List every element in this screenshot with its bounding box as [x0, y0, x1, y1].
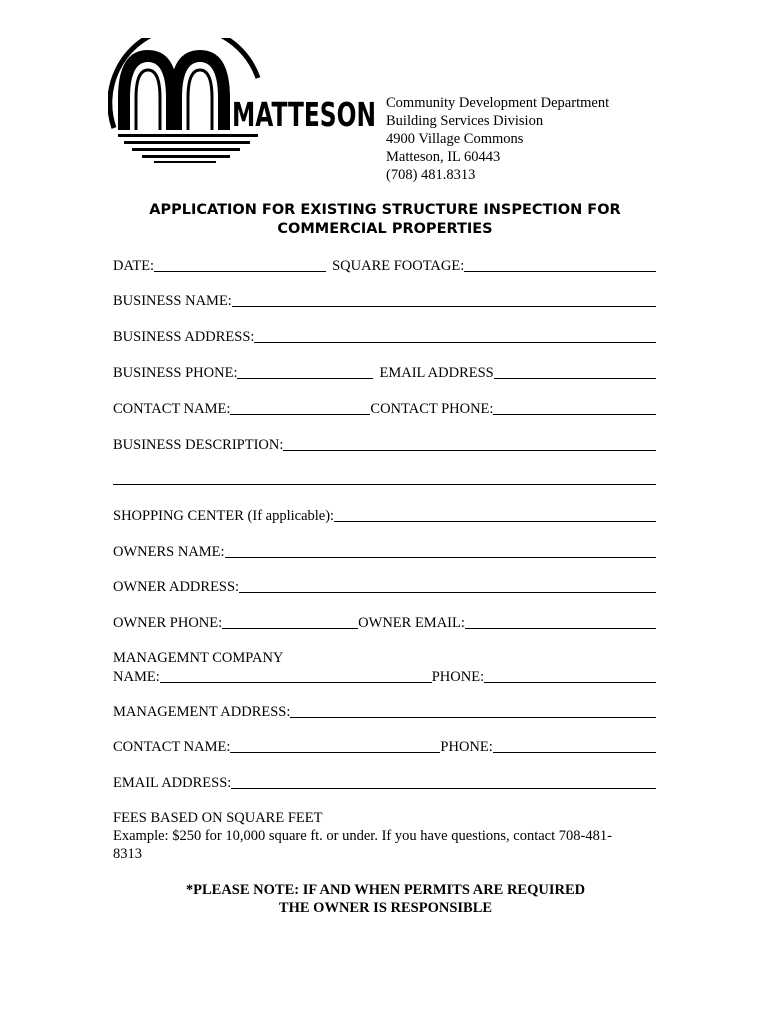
square-footage-field[interactable]	[464, 256, 656, 272]
mgmt-company-name-label: NAME:	[113, 669, 160, 685]
mgmt-contact-phone-field[interactable]	[493, 737, 656, 753]
row-business-description	[113, 434, 656, 454]
date-field[interactable]	[154, 256, 326, 272]
business-description-label: BUSINESS DESCRIPTION:	[113, 437, 284, 453]
form-title	[112, 201, 658, 239]
row-management-address	[113, 701, 656, 721]
contact-phone-label: CONTACT PHONE:	[370, 401, 494, 417]
row-owner-address	[113, 576, 656, 596]
date-label: DATE:	[113, 258, 155, 274]
mgmt-phone-label: PHONE:	[431, 669, 485, 685]
owner-phone-label: OWNER PHONE:	[113, 615, 223, 631]
email-address-field[interactable]	[494, 363, 656, 379]
fees-example-line1: Example: $250 for 10,000 square ft. or under. If you have questions, contact 708-481-	[113, 828, 612, 844]
department-phone: (708) 481.8313	[386, 167, 476, 183]
contact-name-label: CONTACT NAME:	[113, 401, 231, 417]
permit-note-line2: THE OWNER IS RESPONSIBLE	[278, 900, 493, 916]
business-description-line2[interactable]	[113, 484, 656, 485]
row-business-name	[113, 290, 656, 310]
division-name: Building Services Division	[386, 113, 544, 129]
mgmt-company-label-line1: MANAGEMNT COMPANY	[113, 650, 284, 666]
street-address: 4900 Village Commons	[386, 131, 524, 147]
email-address-label: EMAIL ADDRESS	[379, 365, 494, 381]
business-phone-field[interactable]	[237, 363, 373, 379]
business-name-field[interactable]	[232, 291, 656, 307]
row-mgmt-contact	[113, 736, 656, 756]
business-name-label: BUSINESS NAME:	[113, 293, 232, 309]
row-owner-phone	[113, 612, 656, 632]
management-address-field[interactable]	[290, 702, 656, 718]
row-shopping-center	[113, 505, 656, 525]
business-description-field[interactable]	[283, 435, 656, 451]
row-contact-name	[113, 398, 656, 418]
mgmt-contact-phone-label: PHONE:	[440, 739, 493, 755]
management-address-label: MANAGEMENT ADDRESS:	[113, 704, 291, 720]
contact-name-field[interactable]	[230, 399, 370, 415]
row-business-phone	[113, 362, 656, 382]
department-name: Community Development Department	[386, 95, 610, 111]
owner-address-field[interactable]	[239, 577, 656, 593]
city-state-zip: Matteson, IL 60443	[386, 149, 501, 165]
row-business-address	[113, 326, 656, 346]
shopping-center-field[interactable]	[334, 506, 656, 522]
square-footage-label: SQUARE FOOTAGE:	[332, 258, 465, 274]
matteson-logo	[108, 38, 378, 164]
logo-text: MATTESON	[232, 95, 376, 134]
owner-address-label: OWNER ADDRESS:	[113, 579, 240, 595]
fees-heading: FEES BASED ON SQUARE FEET	[113, 810, 323, 826]
owners-name-field[interactable]	[225, 542, 656, 558]
shopping-center-label: SHOPPING CENTER (If applicable):	[113, 508, 335, 524]
row-date	[113, 255, 656, 275]
row-owners-name	[113, 541, 656, 561]
mgmt-contact-name-label: CONTACT NAME:	[113, 739, 231, 755]
fees-section	[113, 809, 658, 863]
business-phone-label: BUSINESS PHONE:	[113, 365, 238, 381]
mgmt-email-label: EMAIL ADDRESS:	[113, 775, 232, 791]
contact-phone-field[interactable]	[493, 399, 656, 415]
business-address-label: BUSINESS ADDRESS:	[113, 329, 255, 345]
owner-phone-field[interactable]	[222, 613, 358, 629]
mgmt-phone-field[interactable]	[484, 667, 656, 683]
row-mgmt-email	[113, 772, 656, 792]
mgmt-contact-name-field[interactable]	[230, 737, 440, 753]
mgmt-email-field[interactable]	[231, 773, 656, 789]
mgmt-company-name-field[interactable]	[160, 667, 432, 683]
fees-example-line2: 8313	[113, 846, 142, 862]
owners-name-label: OWNERS NAME:	[113, 544, 225, 560]
owner-email-field[interactable]	[465, 613, 656, 629]
department-address	[386, 94, 609, 184]
form-title-line1: APPLICATION FOR EXISTING STRUCTURE INSPECTION FOR	[149, 202, 621, 218]
form-title-line2: COMMERCIAL PROPERTIES	[277, 221, 493, 237]
permit-note-line1: *PLEASE NOTE: IF AND WHEN PERMITS ARE REQUIRED	[185, 882, 586, 898]
business-address-field[interactable]	[254, 327, 656, 343]
owner-email-label: OWNER EMAIL:	[358, 615, 465, 631]
permit-note	[113, 881, 658, 917]
row-mgmt-company-name	[113, 666, 656, 686]
